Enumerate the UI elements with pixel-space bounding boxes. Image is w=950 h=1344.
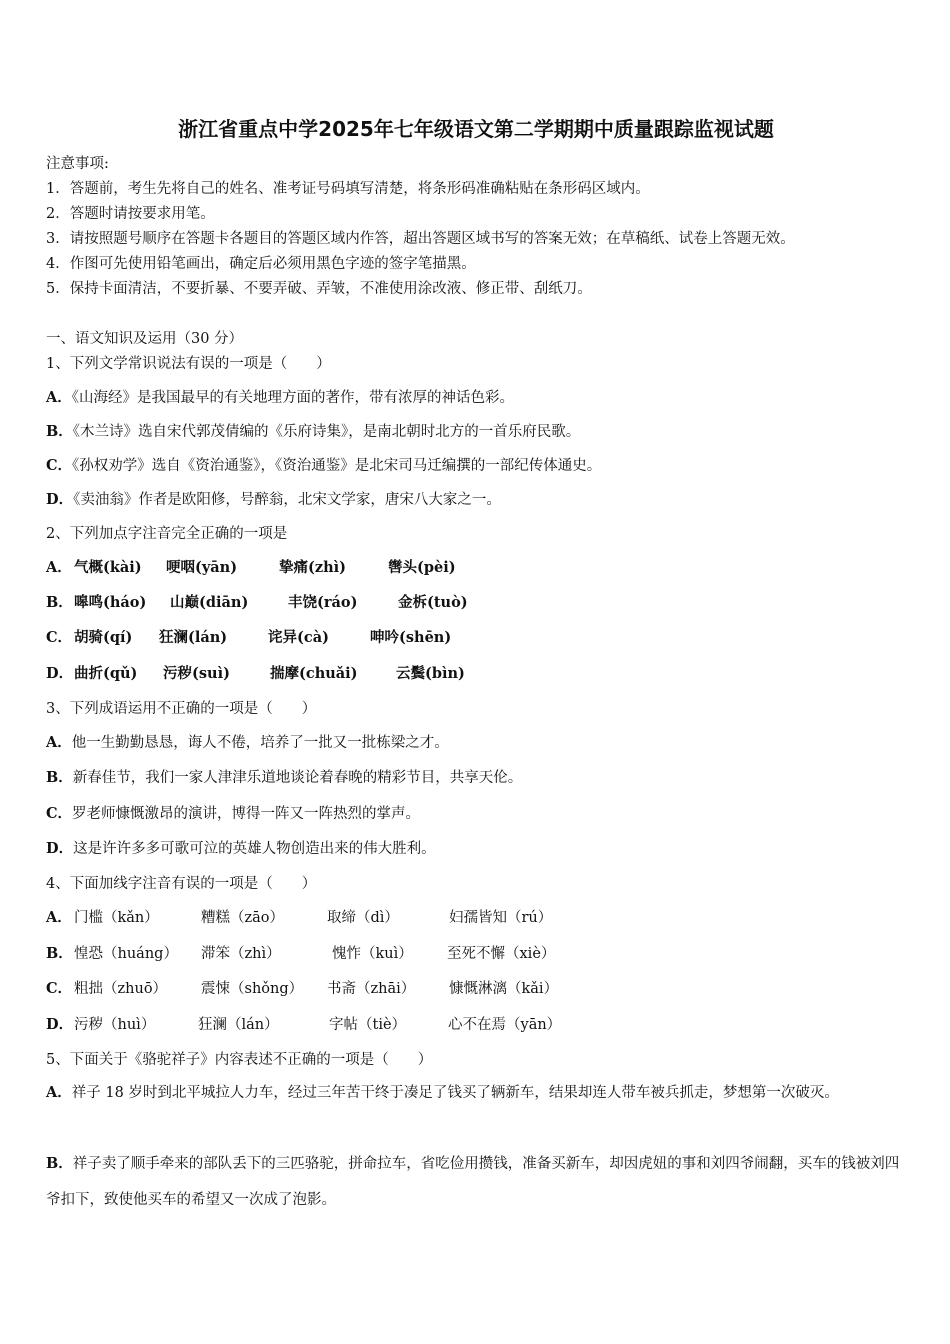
option-item: 呻吟(shēn) — [370, 629, 452, 646]
option-text: 这是许许多多可歌可泣的英雄人物创造出来的伟大胜利。 — [73, 841, 436, 857]
option-item: 狂澜(lán) — [159, 629, 228, 646]
option-item: 丰饶(ráo) — [288, 594, 358, 611]
option-item: 狂澜（lán） — [198, 1017, 279, 1033]
option-label: A． — [46, 734, 72, 751]
option-item: 字帖（tiè） — [329, 1017, 407, 1033]
option-item: 污秽(suì) — [163, 665, 230, 682]
notice-item: 5．保持卡面清洁，不要折暴、不要弄破、弄皱，不准使用涂改液、修正带、刮纸刀。 — [46, 281, 592, 297]
option-label: D． — [46, 491, 74, 508]
option-label: C． — [46, 980, 73, 997]
question-stem: 3、下列成语运用不正确的一项是（ ） — [46, 701, 317, 717]
option-d — [46, 1013, 906, 1033]
option-item: 金柝(tuò) — [398, 594, 468, 611]
option-label: C． — [46, 629, 73, 646]
option-item: 曲折(qǔ) — [74, 665, 138, 682]
notice-item: 1．答题前，考生先将自己的姓名、准考证号码填写清楚，将条形码准确粘贴在条形码区域内。 — [46, 181, 650, 197]
option-c — [46, 626, 906, 646]
option-b — [46, 591, 906, 611]
option-item: 惶恐（huáng） — [74, 946, 178, 962]
option-item: 哽咽(yān) — [166, 559, 238, 576]
option-label: D． — [46, 840, 74, 857]
question-stem: 2、下列加点字注音完全正确的一项是 — [46, 526, 288, 542]
option-item: 嗥鸣(háo) — [74, 594, 147, 611]
option-item: 诧异(cà) — [268, 629, 329, 646]
option-item: 书斋（zhāi） — [327, 981, 416, 997]
option-c — [46, 802, 420, 823]
notice-item: 3．请按照题号顺序在答题卡各题目的答题区域内作答，超出答题区域书写的答案无效；在草稿纸、试卷上答题无效。 — [46, 231, 795, 247]
question-stem: 5、下面关于《骆驼祥子》内容表述不正确的一项是（ ） — [46, 1052, 433, 1068]
option-label: B． — [46, 1155, 73, 1172]
option-item: 取缔（dì） — [327, 910, 399, 926]
option-label: A． — [46, 389, 72, 406]
option-text: 罗老师慷慨激昂的演讲，博得一阵又一阵热烈的掌声。 — [72, 806, 421, 822]
option-text: 新春佳节，我们一家人津津乐道地谈论着春晚的精彩节目，共享天伦。 — [72, 770, 523, 786]
option-b — [46, 766, 522, 787]
option-item: 揣摩(chuǎi) — [270, 665, 358, 682]
option-label: B． — [46, 945, 73, 962]
option-item: 粗拙（zhuō） — [74, 981, 168, 997]
option-label: A． — [46, 909, 72, 926]
option-label: C． — [46, 805, 73, 822]
question-stem: 1、下列文学常识说法有误的一项是（ ） — [46, 356, 331, 372]
option-a — [46, 386, 514, 407]
option-d — [46, 662, 906, 682]
option-item: 心不在焉（yān） — [448, 1017, 562, 1033]
option-item: 污秽（huì） — [74, 1017, 156, 1033]
option-item: 慷慨淋漓（kǎi） — [449, 981, 559, 997]
notice-heading: 注意事项: — [46, 156, 109, 172]
option-item: 山巅(diān) — [170, 594, 249, 611]
option-item: 至死不懈（xiè） — [447, 946, 556, 962]
option-item: 云鬓(bìn) — [396, 665, 465, 682]
option-item: 妇孺皆知（rú） — [449, 910, 553, 926]
option-label: B． — [46, 423, 73, 440]
option-label: B． — [46, 769, 73, 786]
option-a — [46, 556, 906, 576]
option-a — [46, 1075, 906, 1111]
option-text: 《孙权劝学》选自《资治通鉴》，《资治通鉴》是北宋司马迁编撰的一部纪传体通史。 — [72, 458, 602, 474]
question-stem: 4、下面加线字注音有误的一项是（ ） — [46, 876, 317, 892]
section-heading: 一、语文知识及运用（30 分） — [46, 331, 244, 347]
option-label: D． — [46, 665, 74, 682]
option-label: C． — [46, 457, 73, 474]
option-a — [46, 731, 449, 752]
page-title: 浙江省重点中学2025年七年级语文第二学期期中质量跟踪监视试题 — [178, 117, 774, 141]
option-label: B． — [46, 594, 73, 611]
option-item: 滞笨（zhì） — [201, 946, 281, 962]
option-text: 祥子 18 岁时到北平城拉人力车，经过三年苦干终于凑足了钱买了辆新车，结果却连人带车被兵抓走，梦想第一次破灭。 — [71, 1085, 839, 1101]
option-item: 气概(kài) — [74, 559, 142, 576]
option-b — [46, 942, 906, 962]
option-item: 门槛（kǎn） — [74, 910, 159, 926]
option-text: 《山海经》是我国最早的有关地理方面的著作，带有浓厚的神话色彩。 — [71, 390, 515, 406]
option-item: 辔头(pèi) — [388, 559, 456, 576]
option-text: 《卖油翁》作者是欧阳修，号醉翁，北宋文学家，唐宋八大家之一。 — [73, 492, 501, 508]
option-text: 祥子卖了顺手牵来的部队丢下的三匹骆驼，拼命拉车，省吃俭用攒钱，准备买新车，却因虎妞的事和刘四爷闹翻，买车的钱被刘四爷扣下，致使他买车的希望又一次成了泡影。 — [46, 1156, 900, 1208]
option-c — [46, 977, 906, 997]
option-item: 震悚（shǒng） — [201, 981, 304, 997]
option-d — [46, 488, 501, 509]
notice-item: 4．作图可先使用铅笔画出，确定后必须用黑色字迹的签字笔描黑。 — [46, 256, 476, 272]
option-text: 他一生勤勤恳恳，诲人不倦，培养了一批又一批栋梁之才。 — [71, 735, 449, 751]
option-item: 胡骑(qí) — [74, 629, 133, 646]
notice-item: 2．答题时请按要求用笔。 — [46, 206, 215, 222]
option-label: A． — [46, 559, 72, 576]
option-item: 糟糕（zāo） — [201, 910, 285, 926]
option-item: 挚痛(zhì) — [279, 559, 347, 576]
option-label: A． — [46, 1084, 72, 1101]
option-b — [46, 1146, 906, 1218]
option-a — [46, 906, 906, 926]
option-b — [46, 420, 580, 441]
option-d — [46, 837, 436, 858]
option-label: D． — [46, 1016, 74, 1033]
option-item: 愧怍（kuì） — [332, 946, 413, 962]
option-text: 《木兰诗》选自宋代郭茂倩编的《乐府诗集》，是南北朝时北方的一首乐府民歌。 — [72, 424, 581, 440]
option-c — [46, 454, 601, 475]
